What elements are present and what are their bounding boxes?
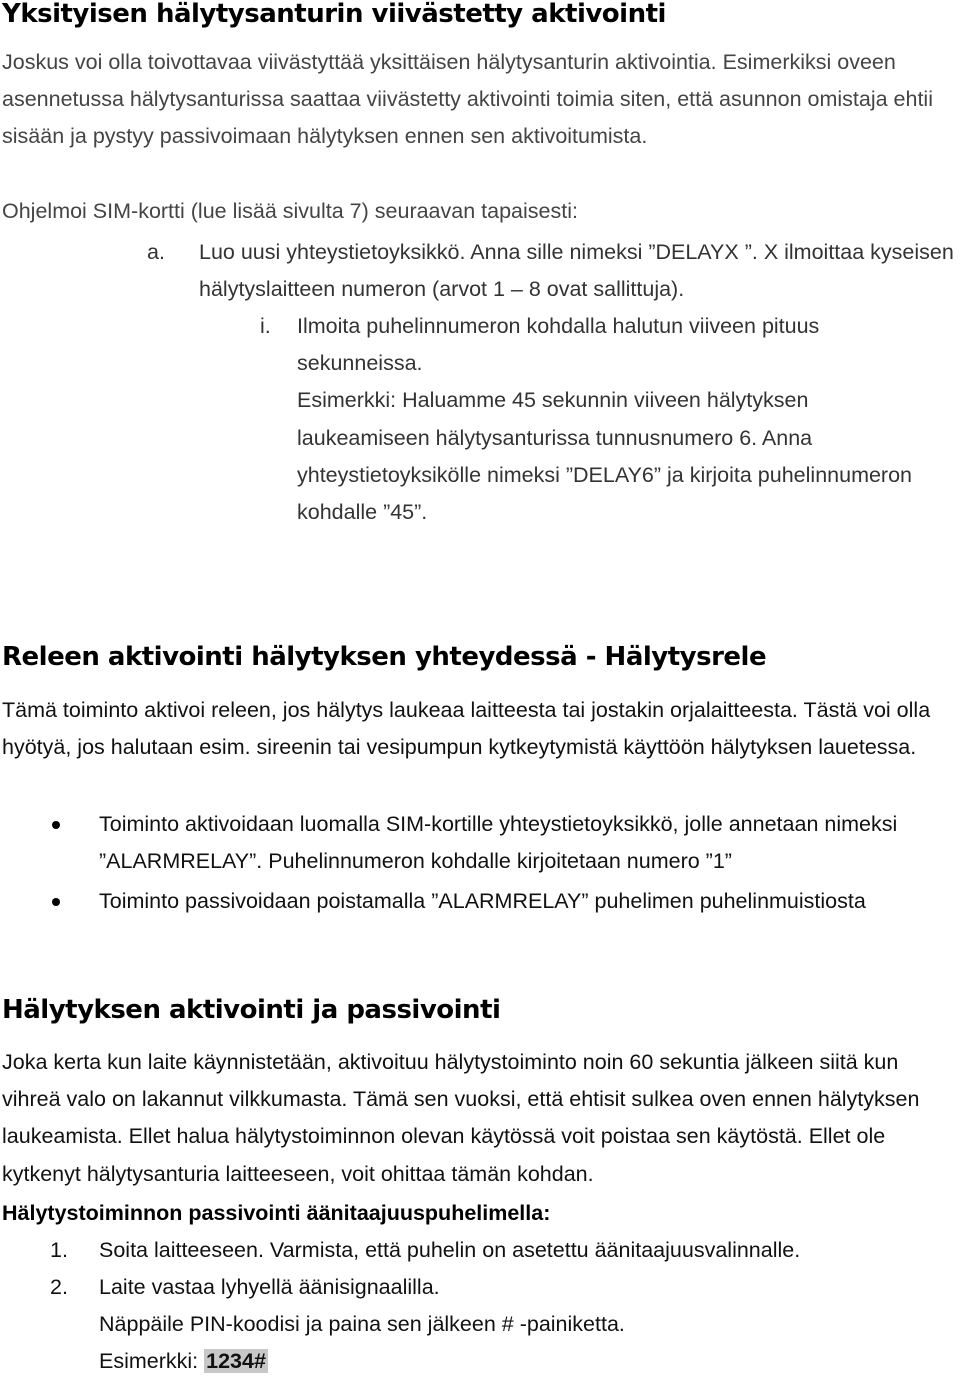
- step-number: 1.: [50, 1238, 68, 1262]
- bullet-icon: [52, 821, 60, 829]
- step-2-content: [99, 1269, 939, 1381]
- example-label: Esimerkki:: [99, 1349, 205, 1374]
- list-item-a-text: Luo uusi yhteystietoyksikkö. Anna sille nimeksi ”DELAYX ”. X ilmoittaa kyseisen hälytyslaitteen numeron (arvot 1 – 8 ovat sallittuja).: [199, 240, 954, 302]
- step-2-extra: Näppäile PIN-koodisi ja paina sen jälkeen # -painiketta.: [99, 1312, 625, 1337]
- bullet-text-activate: Toiminto aktivoidaan luomalla SIM-kortille yhteystietoyksikkö, jolle annetaan nimeksi ”ALARMRELAY”. Puhelinnumeron kohdalle kirjoitetaan numero ”1”: [99, 812, 898, 874]
- section-heading-alarm-activation: Hälytyksen aktivointi ja passivointi: [2, 995, 501, 1025]
- section-heading-delayed-activation: Yksityisen hälytysanturin viivästetty aktivointi: [2, 0, 666, 29]
- step-2-example: [99, 1343, 939, 1380]
- paragraph-activation-intro: Joka kerta kun laite käynnistetään, aktivoituu hälytystoiminto noin 60 sekuntia jälkeen siitä kun vihreä valo on lakannut vilkkumasta. Tämä sen vuoksi, että ehtisit sulkea oven ennen hälytyksen laukeamista. Ellet halua hälytystoiminnon olevan käytössä voit poistaa sen käytöstä. Ellet ole kytkenyt hälytysanturia laitteeseen, voit ohittaa tämän kohdan.: [2, 1050, 920, 1186]
- list-item-i-content: [297, 308, 917, 531]
- step-2-text: Laite vastaa lyhyellä äänisignaalilla.: [99, 1275, 440, 1299]
- paragraph-program-sim: Ohjelmoi SIM-kortti (lue lisää sivulta 7) seuraavan tapaisesti:: [2, 199, 578, 223]
- step-1-text: Soita laitteeseen. Varmista, että puhelin on asetettu äänitaajuusvalinnalle.: [99, 1238, 801, 1262]
- list-item-i-text: Ilmoita puhelinnumeron kohdalla halutun viiveen pituus sekunneissa.: [297, 314, 820, 376]
- list-marker-i: i.: [260, 314, 271, 338]
- list-item-i-example: Esimerkki: Haluamme 45 sekunnin viiveen hälytyksen laukeamiseen hälytysanturissa tunnusnumero 6. Anna yhteystietoyksikölle nimeksi ”DELAY6” ja kirjoita puhelinnumeron kohdalle ”45”.: [297, 388, 913, 525]
- step-1-content: [99, 1232, 939, 1269]
- paragraph-delay-intro: Joskus voi olla toivottavaa viivästyttää yksittäisen hälytysanturin aktivointia. Esimerkiksi oveen asennetussa hälytysanturissa saattaa viivästetty aktivointi toimia siten, että asunnon omistaja ehtii sisään ja pystyy passivoimaan hälytyksen ennen sen aktivoitumista.: [2, 50, 933, 149]
- list-marker-a: a.: [147, 240, 165, 264]
- bullet-text-deactivate: Toiminto passivoidaan poistamalla ”ALARMRELAY” puhelimen puhelinmuistiosta: [99, 889, 866, 913]
- example-code: 1234#: [206, 1349, 266, 1374]
- bullet-icon: [52, 898, 60, 906]
- step-number: 2.: [50, 1275, 68, 1299]
- subheading-deactivate-tone-phone: Hälytystoiminnon passivointi äänitaajuuspuhelimella:: [2, 1201, 551, 1225]
- paragraph-relay-intro: Tämä toiminto aktivoi releen, jos hälytys laukeaa laitteesta tai jostakin orjalaitteesta. Tästä voi olla hyötyä, jos halutaan esim. sireenin tai vesipumpun kytkeytymistä käyttöön hälytyksen lauetessa.: [2, 698, 931, 760]
- section-heading-alarm-relay: Releen aktivointi hälytyksen yhteydessä - Hälytysrele: [2, 642, 767, 672]
